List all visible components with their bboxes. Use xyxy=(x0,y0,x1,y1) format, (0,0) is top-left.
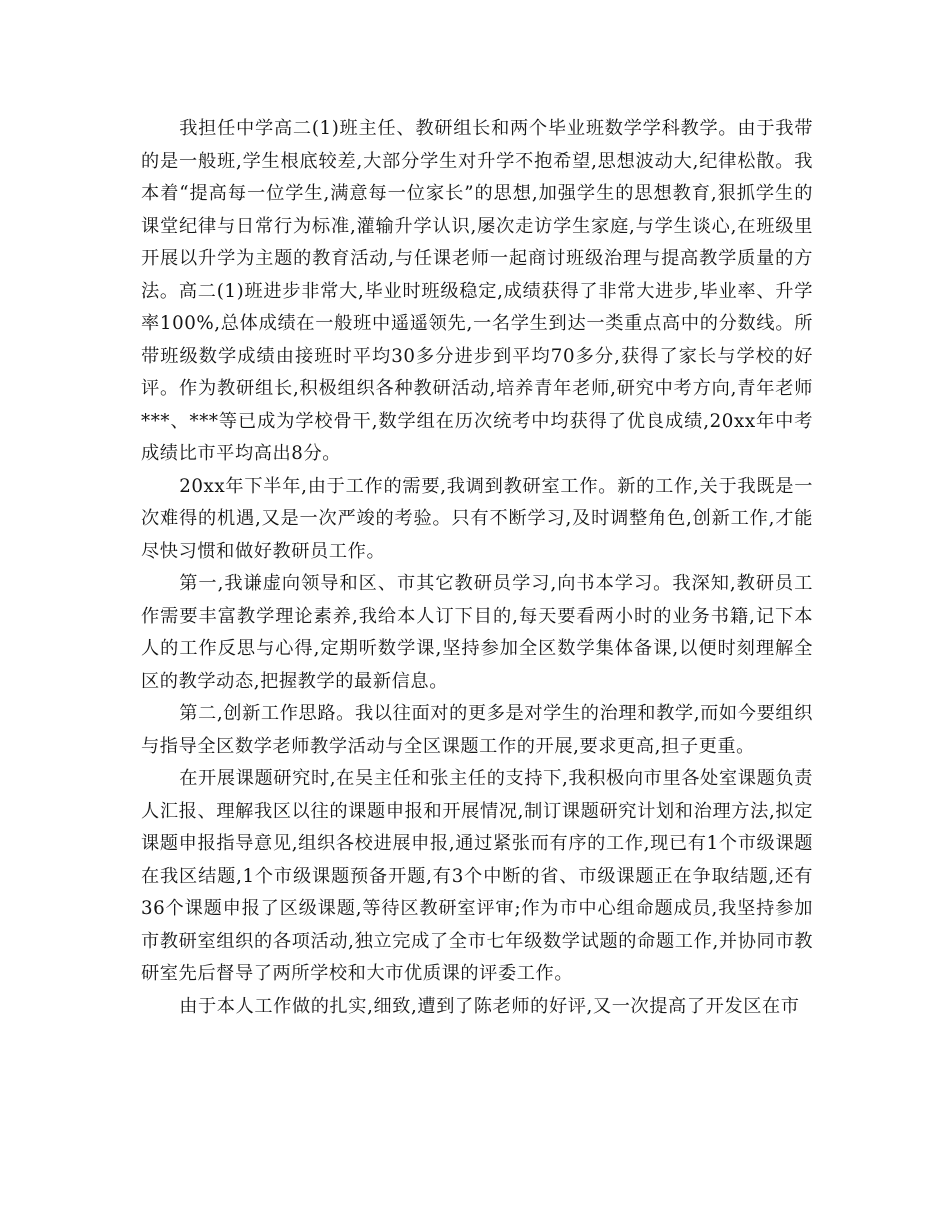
paragraph-4: 第二,创新工作思路。我以往面对的更多是对学生的治理和教学,而如今要组织与指导全区数学老师教学活动与全区课题工作的开展,要求更高,担子更重。 xyxy=(141,703,813,757)
paragraph-2: 20xx年下半年,由于工作的需要,我调到教研室工作。新的工作,关于我既是一次难得的机遇,又是一次严竣的考验。只有不断学习,及时调整角色,创新工作,才能尽快习惯和做好教研员工作。 xyxy=(141,475,813,562)
paragraph-6: 由于本人工作做的扎实,细致,遭到了陈老师的好评,又一次提高了开发区在市 xyxy=(179,995,800,1017)
paragraph-3: 第一,我谦虚向领导和区、市其它教研员学习,向书本学习。我深知,教研员工作需要丰富教学理论素养,我给本人订下目的,每天要看两小时的业务书籍,记下本人的工作反思与心得,定期听数学课,坚持参加全区数学集体备课,以便时刻理解全区的教学动态,把握教学的最新信息。 xyxy=(141,573,813,692)
paragraph-5: 在开展课题研究时,在吴主任和张主任的支持下,我积极向市里各处室课题负责人汇报、理解我区以往的课题申报和开展情况,制订课题研究计划和治理方法,拟定课题申报指导意见,组织各校进展申报,通过紧张而有序的工作,现已有1个市级课题在我区结题,1个市级课题预备开题,有3个中断的省、市级课题正在争取结题,还有36个课题申报了区级课题,等待区教研室评审;作为市中心组命题成员,我坚持参加市教研室组织的各项活动,独立完成了全市七年级数学试题的命题工作,并协同市教研室先后督导了两所学校和大市优质课的评委工作。 xyxy=(141,768,813,984)
paragraph-1: 我担任中学高二(1)班主任、教研组长和两个毕业班数学学科教学。由于我带的是一般班,学生根底较差,大部分学生对升学不抱希望,思想波动大,纪律松散。我本着“提高每一位学生,满意每一位家长”的思想,加强学生的思想教育,狠抓学生的课堂纪律与日常行为标准,灌输升学认识,屡次走访学生家庭,与学生谈心,在班级里开展以升学为主题的教育活动,与任课老师一起商讨班级治理与提高教学质量的方法。高二(1)班进步非常大,毕业时班级稳定,成绩获得了非常大进步,毕业率、升学率100%,总体成绩在一般班中遥遥领先,一名学生到达一类重点高中的分数线。所带班级数学成绩由接班时平均30多分进步到平均70多分,获得了家长与学校的好评。作为教研组长,积极组织各种教研活动,培养青年老师,研究中考方向,青年老师***、***等已成为学校骨干,数学组在历次统考中均获得了优良成绩,20xx年中考成绩比市平均高出8分。 xyxy=(141,118,813,464)
document-body xyxy=(141,113,813,1023)
